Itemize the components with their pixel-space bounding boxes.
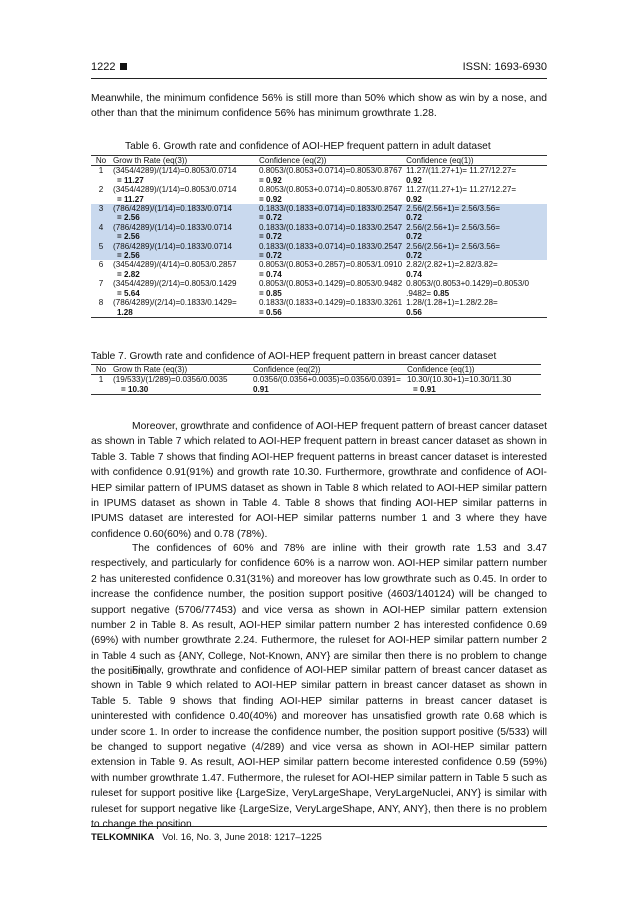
col-header-no: No <box>91 156 111 166</box>
table-row <box>91 298 547 317</box>
col-header-growth-rate: Grow th Rate (eq(3)) <box>111 365 251 375</box>
col-header-no: No <box>91 365 111 375</box>
cell-confidence-eq2: 0.1833/(0.1833+0.1429)=0.1833/0.3261 = 0.56 <box>259 298 403 317</box>
table-row <box>91 204 547 223</box>
cell-confidence-eq2: 0.1833/(0.1833+0.0714)=0.1833/0.2547 = 0.72 <box>259 204 403 223</box>
cell-confidence-eq2: 0.1833/(0.1833+0.0714)=0.1833/0.2547 = 0.72 <box>259 241 403 261</box>
square-bullet-icon <box>120 63 127 70</box>
cell-growth-rate: (19/533)/(1/289)=0.0356/0.0035 = 10.30 <box>111 375 251 395</box>
table-row <box>91 260 547 279</box>
cell-confidence-eq1: 11.27/(11.27+1)= 11.27/12.27= 0.92 <box>406 185 517 204</box>
col-header-growth-rate: Grow th Rate (eq(3)) <box>111 156 257 166</box>
col-header-confidence-eq1: Confidence (eq(1)) <box>404 156 547 166</box>
cell-confidence-eq2: 0.1833/(0.1833+0.0714)=0.1833/0.2547 = 0.72 <box>259 222 403 242</box>
cell-confidence-eq1: 1.28/(1.28+1)=1.28/2.28= 0.56 <box>404 298 547 317</box>
table-row <box>91 242 547 261</box>
cell-growth-rate: (786/4289)/(1/14)=0.1833/0.0714 = 2.56 <box>111 242 257 261</box>
cell-confidence-eq1: 2.56/(2.56+1)= 2.56/3.56= 0.72 <box>404 223 547 242</box>
cell-confidence-eq2: 0.0356/(0.0356+0.0035)=0.0356/0.0391= 0.91 <box>251 375 405 395</box>
cell-growth-rate: (786/4289)/(1/14)=0.1833/0.0714 = 2.56 <box>111 223 257 242</box>
cell-confidence-eq1: 0.8053/(0.8053+0.1429)=0.8053/0 .9482= 0.85 <box>406 279 529 298</box>
cell-no: 1 <box>91 375 111 395</box>
table7 <box>91 364 541 395</box>
cell-confidence-eq2: 0.8053/(0.8053+0.1429)=0.8053/0.9482 = 0.85 <box>259 279 403 298</box>
cell-confidence-eq2: 0.8053/(0.8053+0.2857)=0.8053/1.0910 = 0.74 <box>259 260 403 279</box>
cell-confidence-eq1: 2.82/(2.82+1)=2.82/3.82= 0.74 <box>406 260 498 279</box>
cell-no: 2 <box>98 185 104 195</box>
table7-caption: Table 7. Growth rate and confidence of AOI-HEP frequent pattern in breast cancer dataset <box>91 351 497 362</box>
intro-paragraph: Meanwhile, the minimum confidence 56% is still more than 50% which show as win by a nose, and other than that the minimum confidence 56% has minimum growthrate 1.28. <box>91 93 547 120</box>
cell-confidence-eq2: 0.8053/(0.8053+0.0714)=0.8053/0.8767 = 0.92 <box>259 166 403 185</box>
cell-growth-rate: (3454/4289)/(1/14)=0.8053/0.0714 = 11.27 <box>113 166 237 185</box>
page-footer <box>91 832 322 843</box>
cell-no: 5 <box>91 242 111 261</box>
cell-confidence-eq1: 10.30/(10.30+1)=10.30/11.30 = 0.91 <box>405 375 541 395</box>
table-row <box>91 166 547 185</box>
cell-growth-rate: (786/4289)/(1/14)=0.1833/0.0714 = 2.56 <box>111 204 257 223</box>
body-paragraph-1: Moreover, growthrate and confidence of AOI-HEP frequent pattern of breast cancer dataset as shown in Table 7 which related to AOI-HEP frequent pattern in breast cancer dataset as shown in Table 3. Table 7 shows that finding AOI-HEP frequent patterns in breast cancer dataset is interested with confidence 0.91(91%) and growth rate 10.30. Furthermore, growthrate and confidence of AOI-HEP similar pattern of IPUMS dataset as shown in Table 8 which related to AOI-HEP similar pattern in IPUMS dataset as shown in Table 4. Table 8 shows that finding AOI-HEP similar patterns in IPUMS dataset are interested for AOI-HEP similar patterns number 1 and 3 where they have confidence 0.60(60%) and 0.78 (78%). <box>91 421 547 540</box>
col-header-confidence-eq1: Confidence (eq(1)) <box>405 365 541 375</box>
cell-confidence-eq1: 11.27/(11.27+1)= 11.27/12.27= 0.92 <box>406 166 517 185</box>
cell-no: 1 <box>98 166 104 176</box>
table-row <box>91 279 547 298</box>
table7-header-row <box>91 365 541 375</box>
col-header-confidence-eq2: Confidence (eq(2)) <box>251 365 405 375</box>
table6 <box>91 155 547 318</box>
page-header <box>91 58 547 79</box>
page-number: 1222 <box>91 61 127 73</box>
body-paragraph-3: Finally, growthrate and confidence of AOI-HEP similar pattern of breast cancer dataset as shown in Table 9 which related to AOI-HEP similar pattern in breast cancer dataset as shown in Table 5. Table 9 shows that finding AOI-HEP similar patterns in breast cancer dataset is uninterested with confidence 0.40(40%) and moreover has unsatisfied growth rate 0.68 which is under score 1. In order to increase the confidence number, the position support positive (5/533) will be changed to support negative (4/289) and vice versa as shown in AOI-HEP similar pattern extension in Table 9. As result, AOI-HEP similar pattern become interested confidence 0.59 (59%) with number growthrate 1.47. Futhermore, the ruleset for AOI-HEP similar pattern in Table 5 such as ruleset for support positive like {LargeSize, VeryLargeShape, VeryLargeNuclei, ANY} is similar with ruleset for support negative like {LargeSize, VeryLargeShape, ANY, ANY}, then there is no problem to change the position. <box>91 665 547 831</box>
cell-growth-rate: (3454/4289)/(1/14)=0.8053/0.0714 = 11.27 <box>113 185 237 204</box>
cell-no: 8 <box>91 298 111 317</box>
journal-name: TELKOMNIKA <box>91 832 155 843</box>
journal-details: Vol. 16, No. 3, June 2018: 1217–1225 <box>162 832 322 843</box>
table-row <box>91 375 541 395</box>
cell-no: 7 <box>98 279 104 289</box>
cell-confidence-eq2: 0.8053/(0.8053+0.0714)=0.8053/0.8767 = 0.92 <box>259 185 403 204</box>
table6-caption: Table 6. Growth rate and confidence of AOI-HEP frequent pattern in adult dataset <box>125 141 491 152</box>
body-paragraph-2: The confidences of 60% and 78% are inline with their growth rate 1.53 and 3.47 respectively, and particularly for confidence 60% is a narrow won. AOI-HEP similar pattern number 2 has uniterested confidence 0.31(31%) and moreover has low growthrate such as 0.45. In order to increase the confidence number, the position support positive (4603/140124) will be changed to support negative (5706/77453) and vice versa as shown in AOI-HEP similar pattern extension number 2 in Table 8. As result, AOI-HEP similar pattern number 2 has interested confidence 0.69 (69%) with number growthrate 2.24. Futhermore, the ruleset for AOI-HEP similar pattern number 2 in Table 4 such as {ANY, College, Not-Known, ANY} are similar then there is no problem to change the position. <box>91 543 547 678</box>
cell-growth-rate: (786/4289)/(2/14)=0.1833/0.1429= 1.28 <box>111 298 257 317</box>
cell-growth-rate: (3454/4289)/(2/14)=0.8053/0.1429 = 5.64 <box>113 279 237 298</box>
cell-no: 4 <box>91 223 111 242</box>
table6-header-row <box>91 156 547 166</box>
cell-no: 3 <box>91 204 111 223</box>
issn-label: ISSN: 1693-6930 <box>462 61 547 73</box>
cell-confidence-eq1: 2.56/(2.56+1)= 2.56/3.56= 0.72 <box>404 204 547 223</box>
footer-rule <box>91 826 547 827</box>
table-row <box>91 185 547 204</box>
col-header-confidence-eq2: Confidence (eq(2)) <box>257 156 404 166</box>
cell-no: 6 <box>98 260 104 270</box>
table-row <box>91 223 547 242</box>
cell-confidence-eq1: 2.56/(2.56+1)= 2.56/3.56= 0.72 <box>404 242 547 261</box>
cell-growth-rate: (3454/4289)/(4/14)=0.8053/0.2857 = 2.82 <box>113 260 237 279</box>
